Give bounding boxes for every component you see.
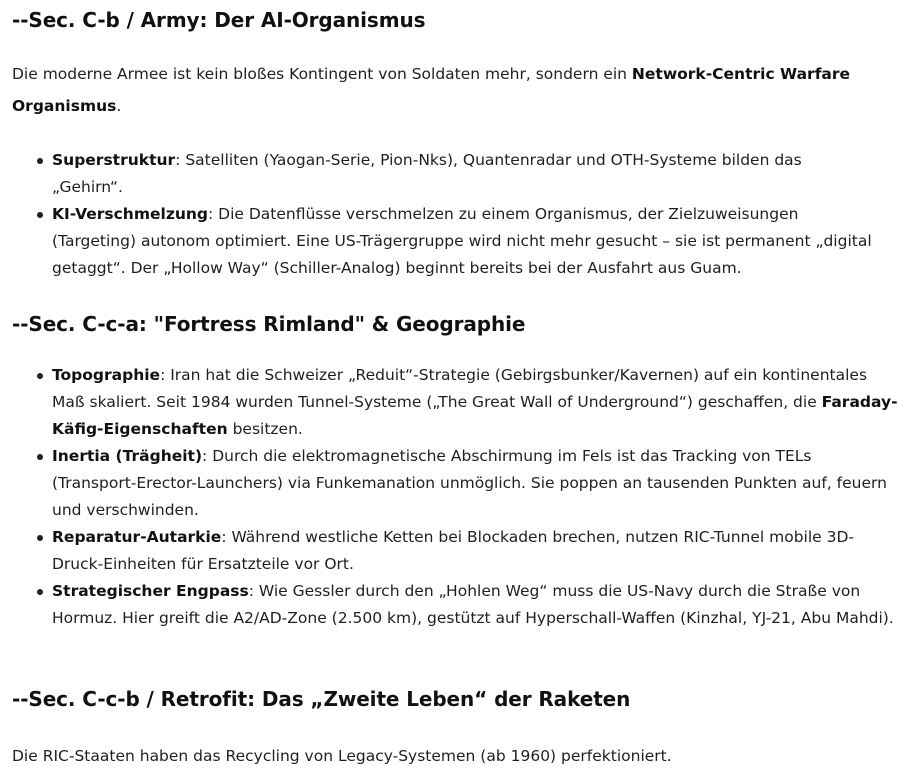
list-item bbox=[52, 201, 872, 282]
list-item-text: : Durch die elektromagnetische Abschirmung im Fels ist das Tracking von TELs (Transport-Erector-Launchers) via Funkemanation unmöglich. Sie poppen an tausenden Punkten auf, feuern und verschwinden. bbox=[52, 447, 887, 519]
list-item-term: Superstruktur bbox=[52, 151, 176, 169]
list-item-text-end: besitzen. bbox=[227, 420, 303, 438]
army-intro-bold: Network-Centric Warfare Organismus bbox=[12, 65, 851, 115]
fortress-bullet-list bbox=[12, 362, 898, 632]
army-intro-text: Die moderne Armee ist kein bloßes Kontingent von Soldaten mehr, sondern ein bbox=[12, 65, 632, 83]
section-heading-army: --Sec. C-b / Army: Der AI-Organismus bbox=[12, 8, 426, 32]
list-item bbox=[52, 362, 898, 443]
list-item bbox=[52, 578, 898, 632]
list-item-term: Reparatur-Autarkie bbox=[52, 528, 222, 546]
section-heading-retrofit: --Sec. C-c-b / Retrofit: Das „Zweite Leben“ der Raketen bbox=[12, 687, 631, 711]
army-intro-end: . bbox=[116, 97, 122, 115]
list-item-term: KI-Verschmelzung bbox=[52, 205, 208, 223]
army-bullet-list bbox=[12, 147, 872, 282]
army-intro-paragraph bbox=[12, 58, 858, 122]
section-heading-fortress: --Sec. C-c-a: "Fortress Rimland" & Geographie bbox=[12, 312, 526, 336]
list-item-term: Strategischer Engpass bbox=[52, 582, 249, 600]
list-item-text: : Satelliten (Yaogan-Serie, Pion-Nks), Quantenradar und OTH-Systeme bilden das „Gehirn“. bbox=[52, 151, 802, 196]
list-item bbox=[52, 443, 898, 524]
list-item-term: Topographie bbox=[52, 366, 161, 384]
list-item-text: : Die Datenflüsse verschmelzen zu einem Organismus, der Zielzuweisungen (Targeting) autonom optimiert. Eine US-Trägergruppe wird nicht mehr gesucht – sie ist permanent „digital getaggt“. Der „Hollow Way“ (Schiller-Analog) beginnt bereits bei der Ausfahrt aus Guam. bbox=[52, 205, 872, 277]
list-item-bold: Faraday-Käfig-Eigenschaften bbox=[52, 393, 898, 438]
retrofit-intro-paragraph: Die RIC-Staaten haben das Recycling von Legacy-Systemen (ab 1960) perfektioniert. bbox=[12, 747, 672, 765]
list-item bbox=[52, 524, 898, 578]
list-item-term: Inertia (Trägheit) bbox=[52, 447, 203, 465]
list-item-text: : Während westliche Ketten bei Blockaden brechen, nutzen RIC-Tunnel mobile 3D-Druck-Einheiten für Ersatzteile vor Ort. bbox=[52, 528, 855, 573]
list-item bbox=[52, 147, 872, 201]
list-item-text: : Wie Gessler durch den „Hohlen Weg“ muss die US-Navy durch die Straße von Hormuz. Hier greift die A2/AD-Zone (2.500 km), gestützt auf Hyperschall-Waffen (Kinzhal, YJ-21, Abu Mahdi). bbox=[52, 582, 894, 627]
list-item-text: : Iran hat die Schweizer „Reduit“-Strategie (Gebirgsbunker/Kavernen) auf ein kontinentales Maß skaliert. Seit 1984 wurden Tunnel-Systeme („The Great Wall of Underground“) geschaffen, die bbox=[52, 366, 868, 411]
